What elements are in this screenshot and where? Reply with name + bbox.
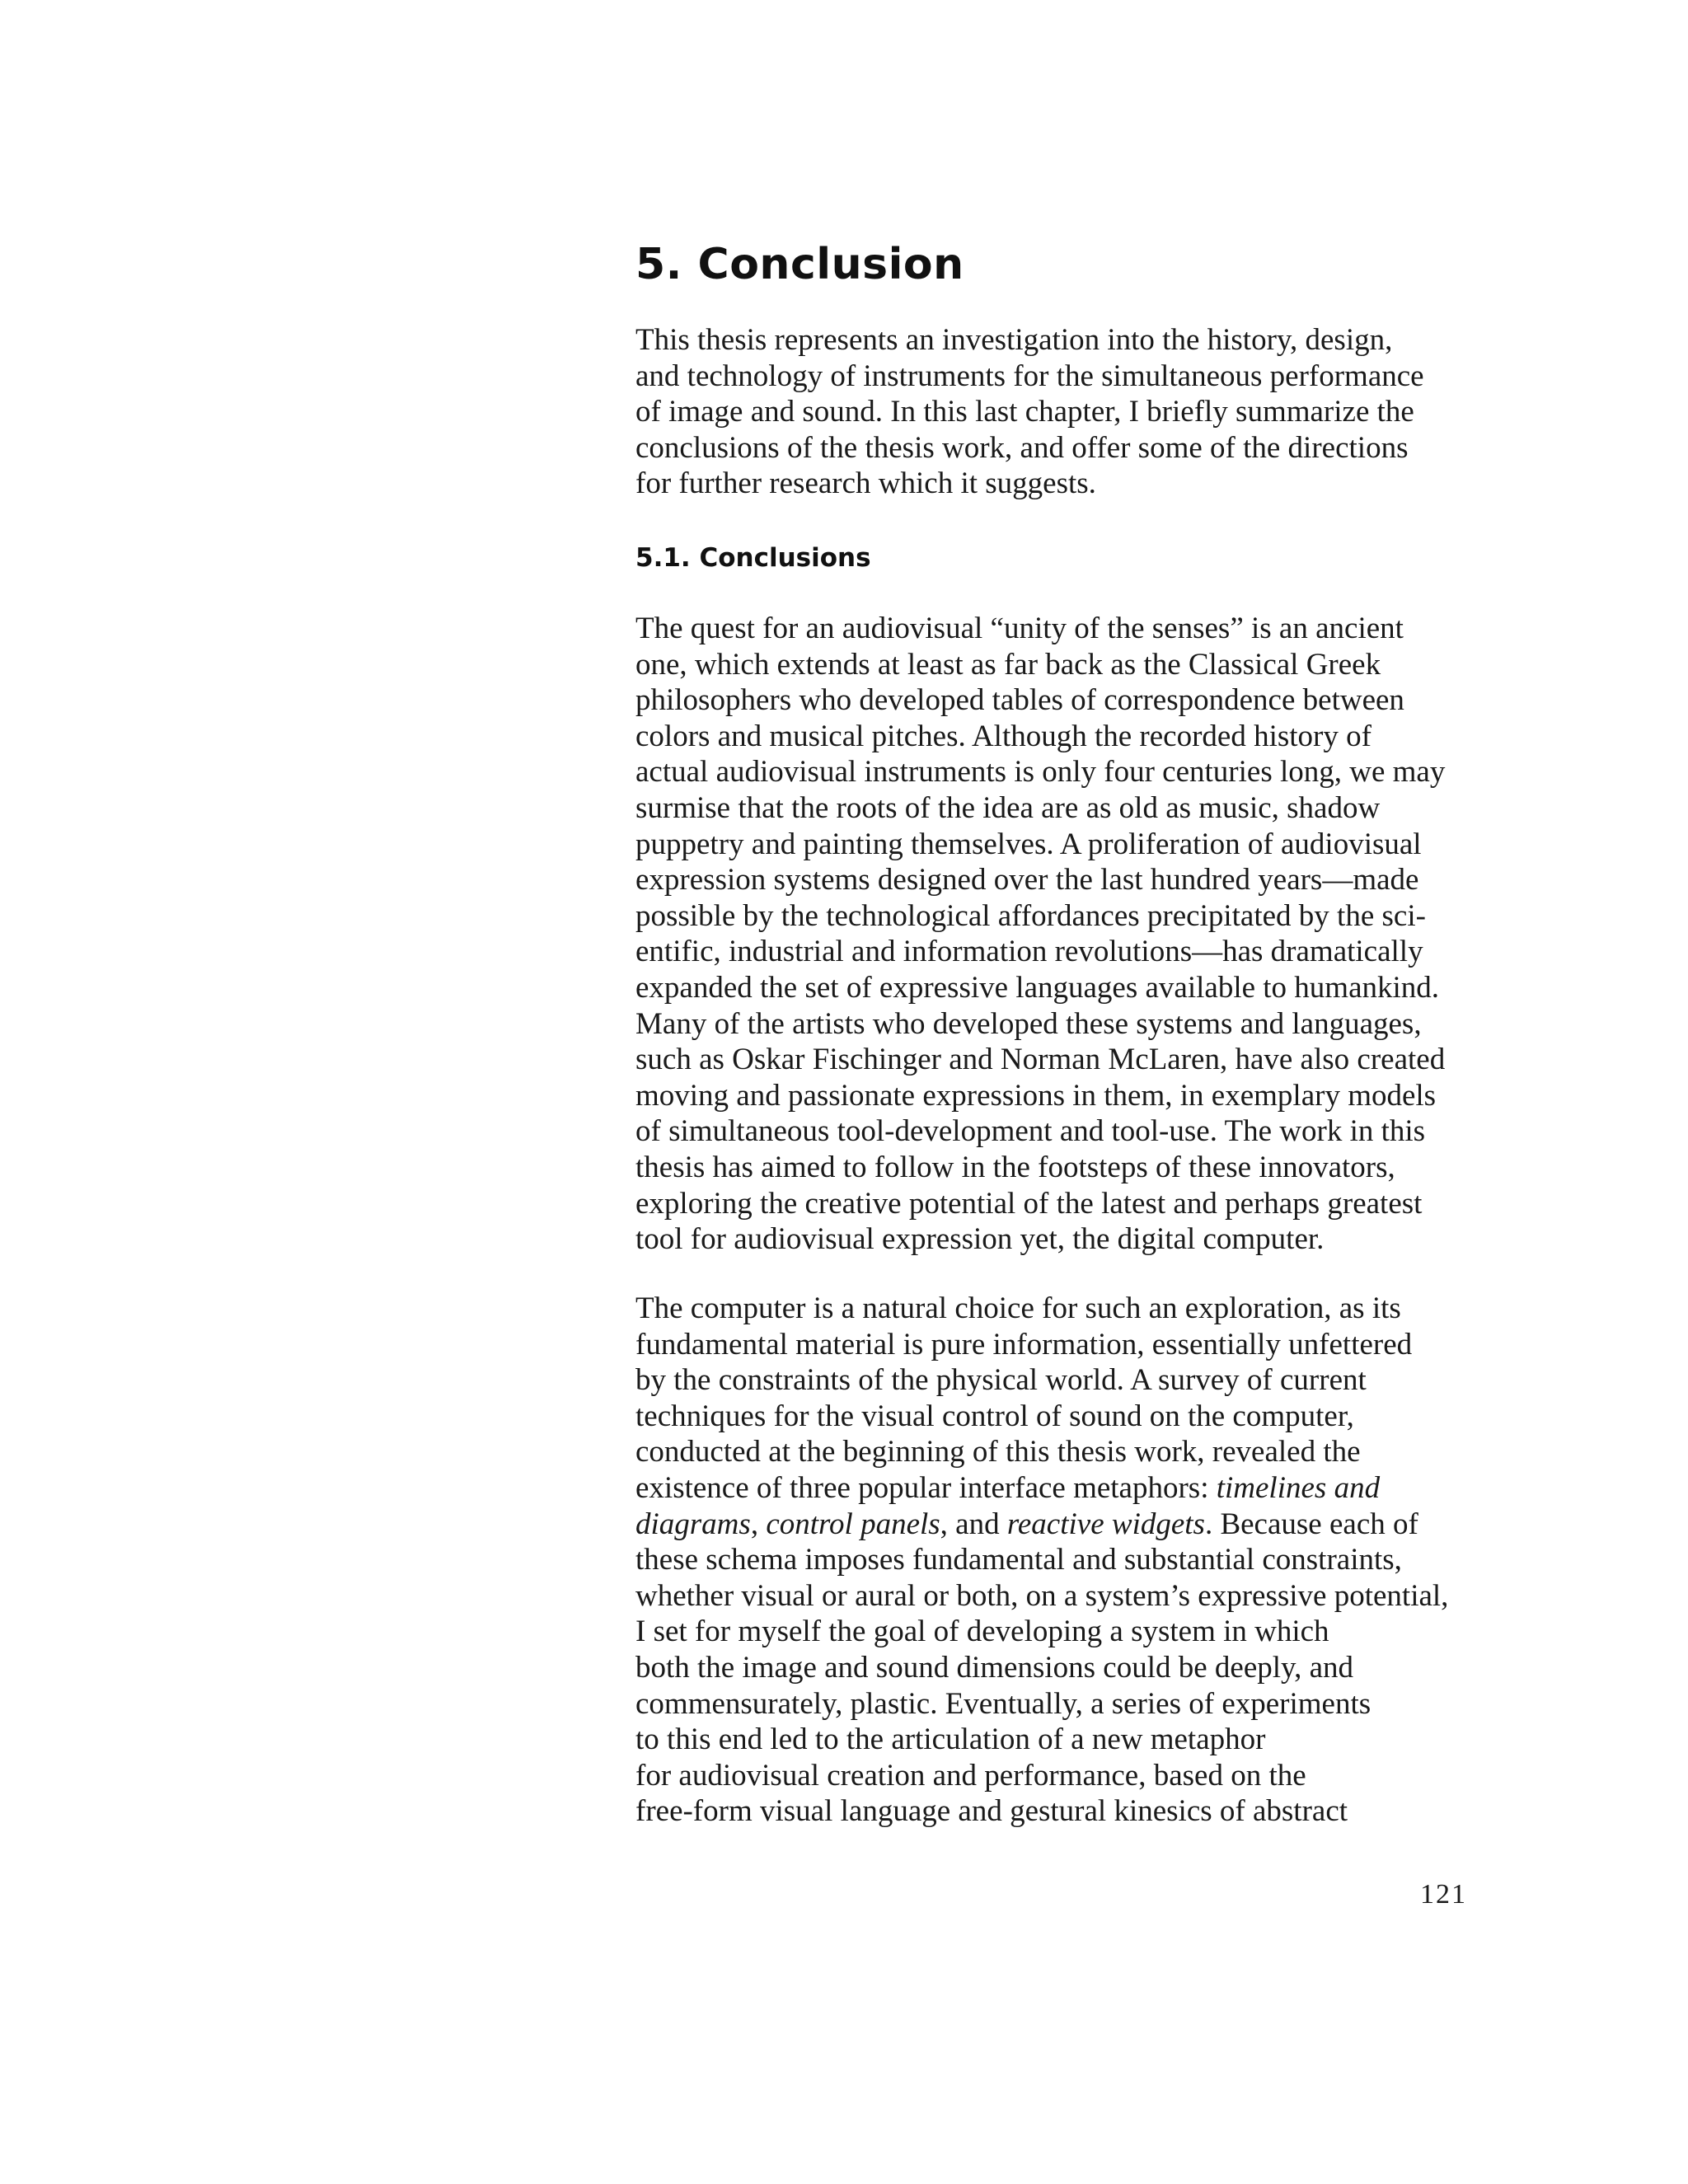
paragraph-line: possible by the technological affordances precipitated by the sci-: [635, 898, 1426, 933]
paragraph-line: thesis has aimed to follow in the footsteps of these innovators,: [635, 1150, 1395, 1184]
intro-line: conclusions of the thesis work, and offer some of the directions: [635, 430, 1409, 465]
paragraph-line: I set for myself the goal of developing a system in which: [635, 1615, 1329, 1649]
paragraph-line: The computer is a natural choice for such an exploration, as its: [635, 1291, 1401, 1325]
text-run: existence of three popular interface metaphors:: [635, 1470, 1217, 1505]
paragraph-line: expanded the set of expressive languages available to humankind.: [635, 970, 1440, 1005]
paragraph-line: puppetry and painting themselves. A proliferation of audiovisual: [635, 827, 1422, 861]
text-column: [635, 236, 1476, 1829]
paragraph-line: moving and passionate expressions in them, in exemplary models: [635, 1078, 1437, 1113]
paragraph-line: such as Oskar Fischinger and Norman McLaren, have also created: [635, 1043, 1446, 1077]
italic-term: reactive widgets: [1006, 1507, 1205, 1541]
text-run: , and: [940, 1507, 1007, 1541]
paragraph-line: of simultaneous tool-development and tool-use. The work in this: [635, 1114, 1426, 1149]
paragraph-line: colors and musical pitches. Although the recorded history of: [635, 719, 1372, 753]
paragraph-line: expression systems designed over the last hundred years—made: [635, 863, 1419, 898]
paragraph-line: to this end led to the articulation of a new metaphor: [635, 1722, 1266, 1757]
text-run: . Because each of: [1204, 1507, 1418, 1541]
paragraph-computer: [635, 1291, 1448, 1830]
paragraph-line: conducted at the beginning of this thesis work, revealed the: [635, 1435, 1361, 1469]
paragraph-line: Many of the artists who developed these systems and languages,: [635, 1006, 1422, 1041]
paragraph-line: free-form visual language and gestural kinesics of abstract: [635, 1794, 1348, 1829]
paragraph-line: The quest for an audiovisual “unity of the senses” is an ancient: [635, 612, 1404, 645]
text-run: ,: [750, 1507, 767, 1541]
intro-line: for further research which it suggests.: [635, 466, 1096, 501]
paragraph-line: commensurately, plastic. Eventually, a series of experiments: [635, 1686, 1372, 1721]
paragraph-line: tool for audiovisual expression yet, the digital computer.: [635, 1222, 1325, 1257]
paragraph-line: by the constraints of the physical world. A survey of current: [635, 1363, 1367, 1398]
intro-paragraph: [635, 322, 1424, 502]
italic-term: diagrams: [635, 1507, 751, 1541]
paragraph-line: actual audiovisual instruments is only four centuries long, we may: [635, 755, 1446, 790]
chapter-title: 5. Conclusion: [635, 240, 964, 289]
paragraph-line: for audiovisual creation and performance, based on the: [635, 1758, 1306, 1793]
paragraph-line: techniques for the visual control of sound on the computer,: [635, 1399, 1354, 1433]
paragraph-quest: [635, 611, 1445, 1258]
intro-line: and technology of instruments for the simultaneous performance: [635, 359, 1424, 393]
intro-line: This thesis represents an investigation into the history, design,: [635, 323, 1393, 357]
paragraph-line-metaphors-cont: [635, 1507, 1448, 1543]
paragraph-line: philosophers who developed tables of correspondence between: [635, 683, 1404, 718]
section-heading: 5.1. Conclusions: [635, 543, 871, 573]
paragraph-line: surmise that the roots of the idea are as old as music, shadow: [635, 790, 1381, 825]
paragraph-line: one, which extends at least as far back as the Classical Greek: [635, 647, 1381, 682]
italic-term: timelines and: [1216, 1470, 1381, 1505]
paragraph-line: exploring the creative potential of the latest and perhaps greatest: [635, 1186, 1423, 1221]
paragraph-line-metaphors: [635, 1470, 1448, 1507]
paragraph-line: entific, industrial and information revolutions—has dramatically: [635, 935, 1423, 969]
paragraph-line: these schema imposes fundamental and substantial constraints,: [635, 1543, 1402, 1577]
paragraph-line: whether visual or aural or both, on a system’s expressive potential,: [635, 1578, 1449, 1613]
intro-line: of image and sound. In this last chapter, I briefly summarize the: [635, 395, 1414, 429]
paragraph-line: both the image and sound dimensions could be deeply, and: [635, 1650, 1354, 1685]
page-number: 121: [1420, 1879, 1467, 1910]
paragraph-line: fundamental material is pure information, essentially unfettered: [635, 1327, 1413, 1361]
italic-term: control panels: [766, 1507, 940, 1541]
